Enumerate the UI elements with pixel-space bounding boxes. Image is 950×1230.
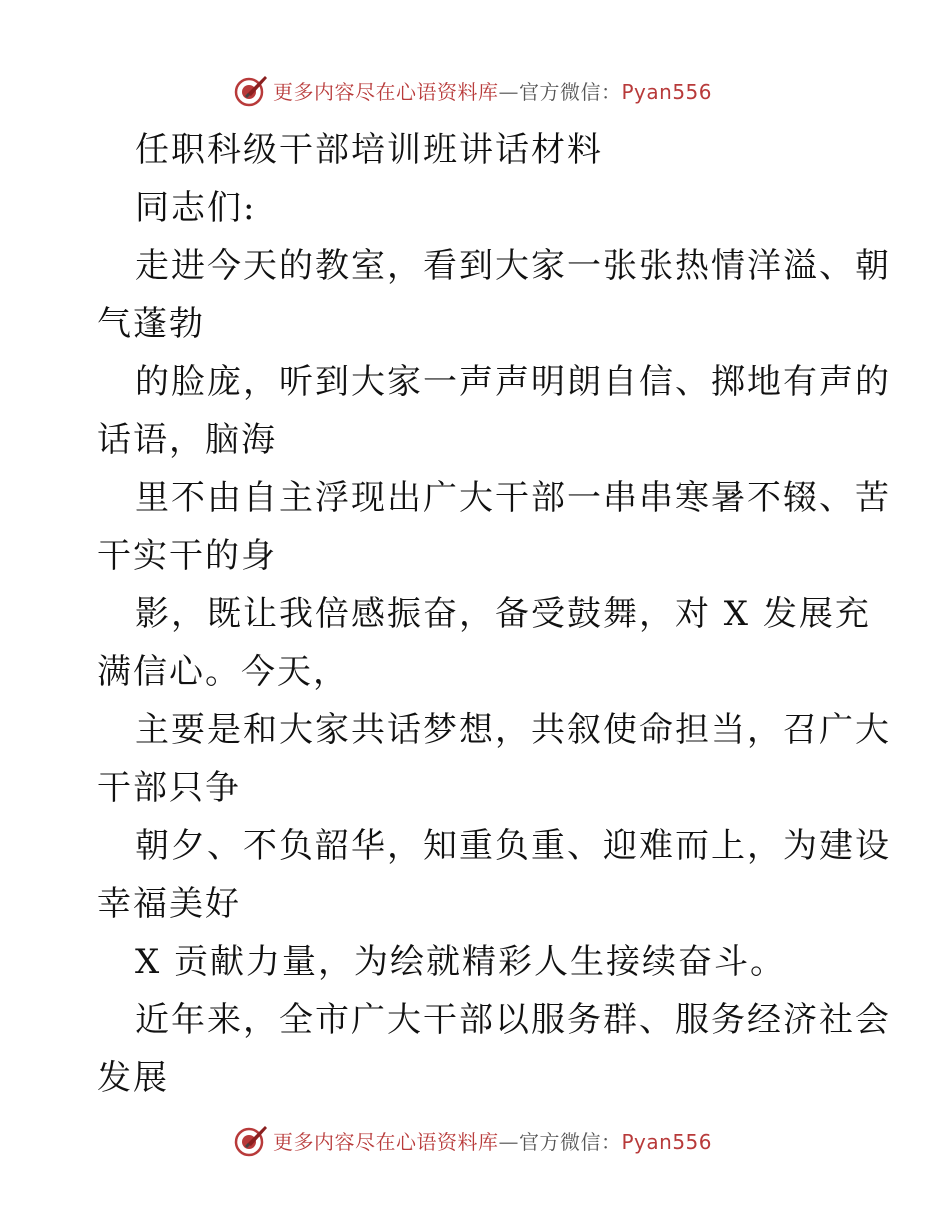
paragraph-line: 里不由自主浮现出广大干部一串串寒暑不辍、苦 <box>135 478 891 518</box>
document-body <box>97 121 891 1107</box>
paragraph-line: 话语，脑海 <box>97 420 277 460</box>
footer-watermark-banner <box>233 1120 753 1160</box>
banner-wechat-id: Pyan556 <box>621 79 713 104</box>
header-watermark-banner <box>233 70 753 110</box>
banner-library-text: 更多内容尽在心语资料库 <box>273 79 499 104</box>
paragraph-line: 干实干的身 <box>97 536 277 576</box>
banner-wechat-id: Pyan556 <box>621 1129 713 1154</box>
paragraph-line: 干部只争 <box>97 768 241 808</box>
paragraph-line: 朝夕、不负韶华，知重负重、迎难而上，为建设 <box>135 826 891 866</box>
banner-library-text: 更多内容尽在心语资料库 <box>273 1129 499 1154</box>
paragraph-line: 发展 <box>97 1058 169 1098</box>
paragraph-line: 近年来，全市广大干部以服务群、服务经济社会 <box>135 1000 891 1040</box>
paragraph-line: 影，既让我倍感振奋，备受鼓舞，对 X 发展充 <box>135 594 871 634</box>
quill-pen-logo-icon <box>233 1122 269 1158</box>
paragraph-line: 幸福美好 <box>97 884 241 924</box>
paragraph-line: 的脸庞，听到大家一声声明朗自信、掷地有声的 <box>135 362 891 402</box>
banner-official-text: 官方微信： <box>519 79 622 104</box>
document-title: 任职科级干部培训班讲话材料 <box>135 130 603 170</box>
paragraph-line: 主要是和大家共话梦想，共叙使命担当，召广大 <box>135 710 891 750</box>
quill-pen-logo-icon <box>233 72 269 108</box>
paragraph-line: 气蓬勃 <box>97 304 205 344</box>
banner-separator: — <box>498 79 519 104</box>
paragraph-line: 满信心。今天， <box>97 652 349 692</box>
banner-separator: — <box>498 1129 519 1154</box>
banner-official-text: 官方微信： <box>519 1129 622 1154</box>
paragraph-line: X 贡献力量，为绘就精彩人生接续奋斗。 <box>135 942 787 982</box>
paragraph-line: 同志们: <box>135 188 257 228</box>
paragraph-line: 走进今天的教室，看到大家一张张热情洋溢、朝 <box>135 246 891 286</box>
